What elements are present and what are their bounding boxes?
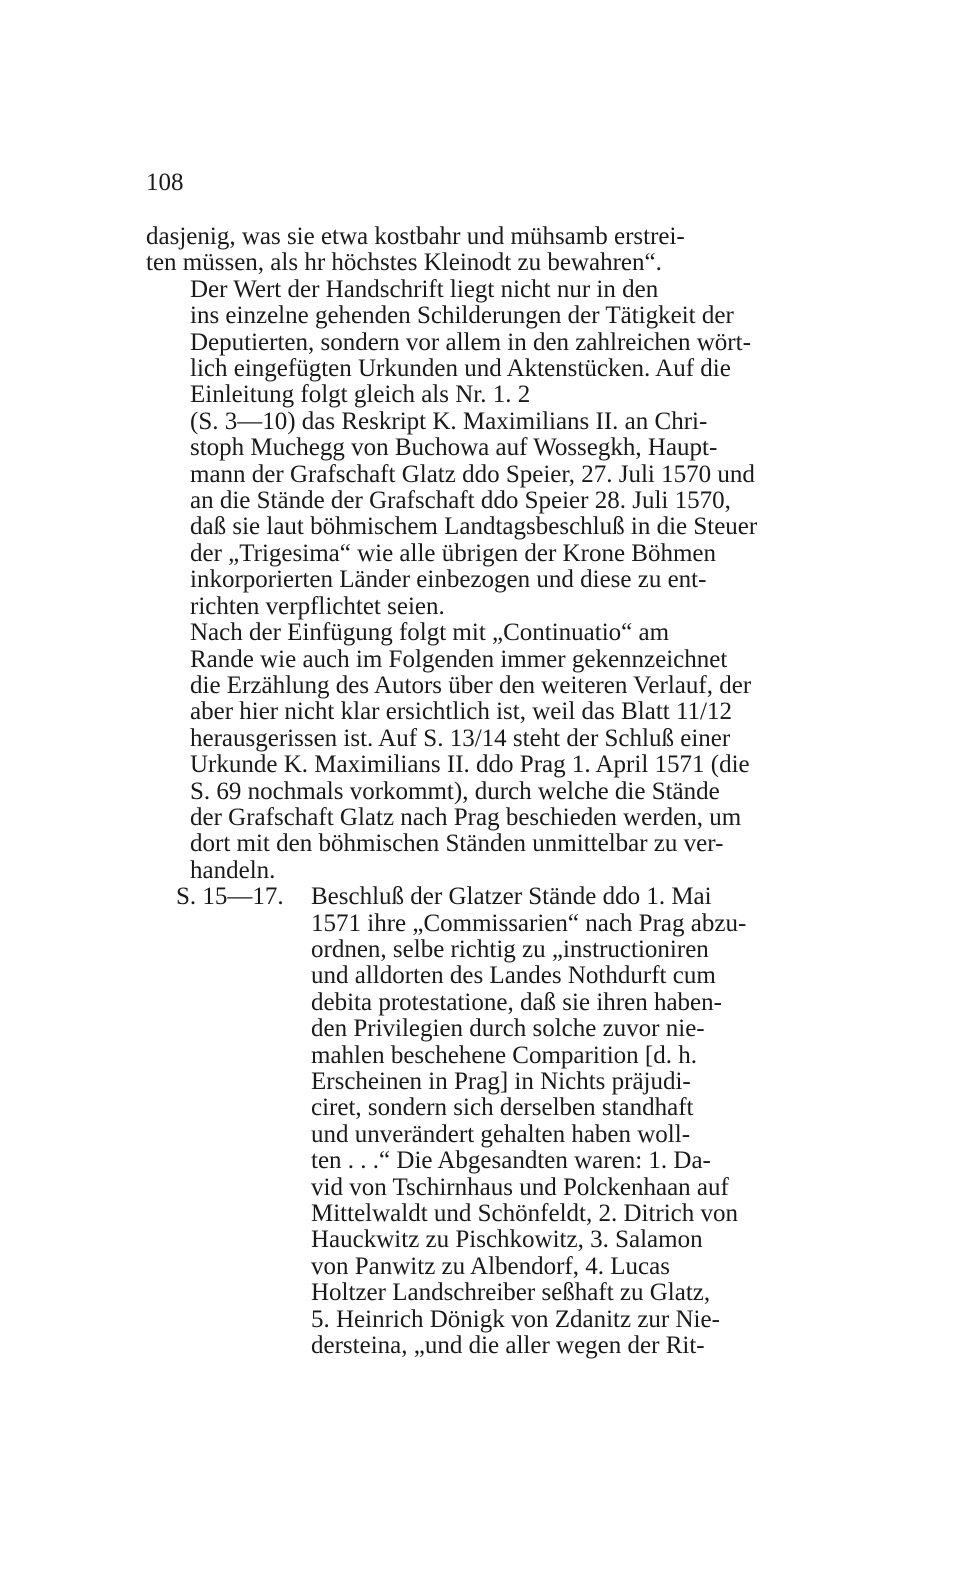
text-line: dersteina, „und die aller wegen der Rit- <box>311 1332 705 1360</box>
text-line: mann der Grafschaft Glatz ddo Speier, 27. Juli 1570 und <box>190 460 755 488</box>
text-line: Der Wert der Handschrift liegt nicht nur in den <box>190 275 659 303</box>
text-line: dasjenig, was sie etwa kostbahr und mühsamb erstrei- <box>146 223 685 250</box>
text-line: stoph Muchegg von Buchowa auf Wossegkh, Haupt- <box>190 434 718 462</box>
text-line: und unverändert gehalten haben woll- <box>311 1120 691 1148</box>
text-line: (S. 3—10) das Reskript K. Maximilians II. an Chri- <box>190 407 708 435</box>
text-line: 5. Heinrich Dönigk von Zdanitz zur Nie- <box>311 1305 720 1333</box>
text-line: vid von Tschirnhaus und Polckenhaan auf <box>311 1173 729 1201</box>
text-line: ins einzelne gehenden Schilderungen der Tätigkeit der <box>190 302 734 330</box>
text-line: Deputierten, sondern vor allem in den zahlreichen wört- <box>190 328 751 356</box>
body-text <box>146 224 810 1359</box>
entry-item <box>146 884 810 1359</box>
text-line: ten müssen, als hr höchstes Kleinodt zu bewahren“. <box>146 249 662 277</box>
entry-reference: S. 15—17. <box>176 883 284 911</box>
text-line: die Erzählung des Autors über den weiteren Verlauf, der <box>190 671 752 699</box>
text-line: an die Stände der Grafschaft ddo Speier 28. Juli 1570, <box>190 487 731 515</box>
text-line: daß sie laut böhmischem Landtagsbeschluß in die Steuer <box>190 513 758 541</box>
text-line: den Privilegien durch solche zuvor nie- <box>311 1015 705 1043</box>
page <box>146 168 810 1359</box>
text-line: und alldorten des Landes Nothdurft cum <box>311 962 716 990</box>
text-line: Einleitung folgt gleich als Nr. 1. 2 <box>190 381 531 409</box>
text-line: lich eingefügten Urkunden und Aktenstücken. Auf die <box>190 355 731 383</box>
text-line: Mittelwaldt und Schönfeldt, 2. Ditrich von <box>311 1200 739 1228</box>
text-line: debita protestatione, daß sie ihren haben- <box>311 988 722 1016</box>
text-line: Beschluß der Glatzer Stände ddo 1. Mai <box>311 883 712 911</box>
paragraph <box>146 620 810 884</box>
text-line: der „Trigesima“ wie alle übrigen der Krone Böhmen <box>190 539 717 567</box>
text-line: ten . . .“ Die Abgesandten waren: 1. Da- <box>311 1147 711 1175</box>
text-line: S. 69 nochmals vorkommt), durch welche die Stände <box>190 777 720 805</box>
text-line: Erscheinen in Prag] in Nichts präjudi- <box>311 1068 691 1095</box>
paragraph <box>146 409 810 620</box>
text-line: herausgerissen ist. Auf S. 13/14 steht der Schluß einer <box>190 724 731 752</box>
entry-body <box>311 884 810 1359</box>
text-line: inkorporierten Länder einbezogen und diese zu ent- <box>190 566 707 594</box>
text-line: aber hier nicht klar ersichtlich ist, weil das Blatt 11/12 <box>190 698 732 726</box>
text-line: handeln. <box>190 856 276 884</box>
text-line: ordnen, selbe richtig zu „instructioniren <box>311 935 709 963</box>
text-line: von Panwitz zu Albendorf, 4. Lucas <box>311 1252 670 1280</box>
text-line: ciret, sondern sich derselben standhaft <box>311 1094 694 1122</box>
text-line: Hauckwitz zu Pischkowitz, 3. Salamon <box>311 1226 703 1254</box>
text-line: Rande wie auch im Folgenden immer gekennzeichnet <box>190 645 728 673</box>
paragraph <box>146 277 810 409</box>
text-line: Nach der Einfügung folgt mit „Continuatio“ am <box>190 619 670 647</box>
text-line: 1571 ihre „Commissarien“ nach Prag abzu- <box>311 909 747 937</box>
page-number: 108 <box>146 169 184 196</box>
text-line: dort mit den böhmischen Ständen unmittelbar zu ver- <box>190 830 724 858</box>
text-line: Urkunde K. Maximilians II. ddo Prag 1. April 1571 (die <box>190 751 750 779</box>
text-line: mahlen beschehene Comparition [d. h. <box>311 1041 697 1069</box>
text-line: der Grafschaft Glatz nach Prag beschieden werden, um <box>190 803 742 831</box>
text-line: Holtzer Landschreiber seßhaft zu Glatz, <box>311 1279 711 1307</box>
text-line: richten verpflichtet seien. <box>190 592 445 620</box>
paragraph <box>146 224 810 277</box>
